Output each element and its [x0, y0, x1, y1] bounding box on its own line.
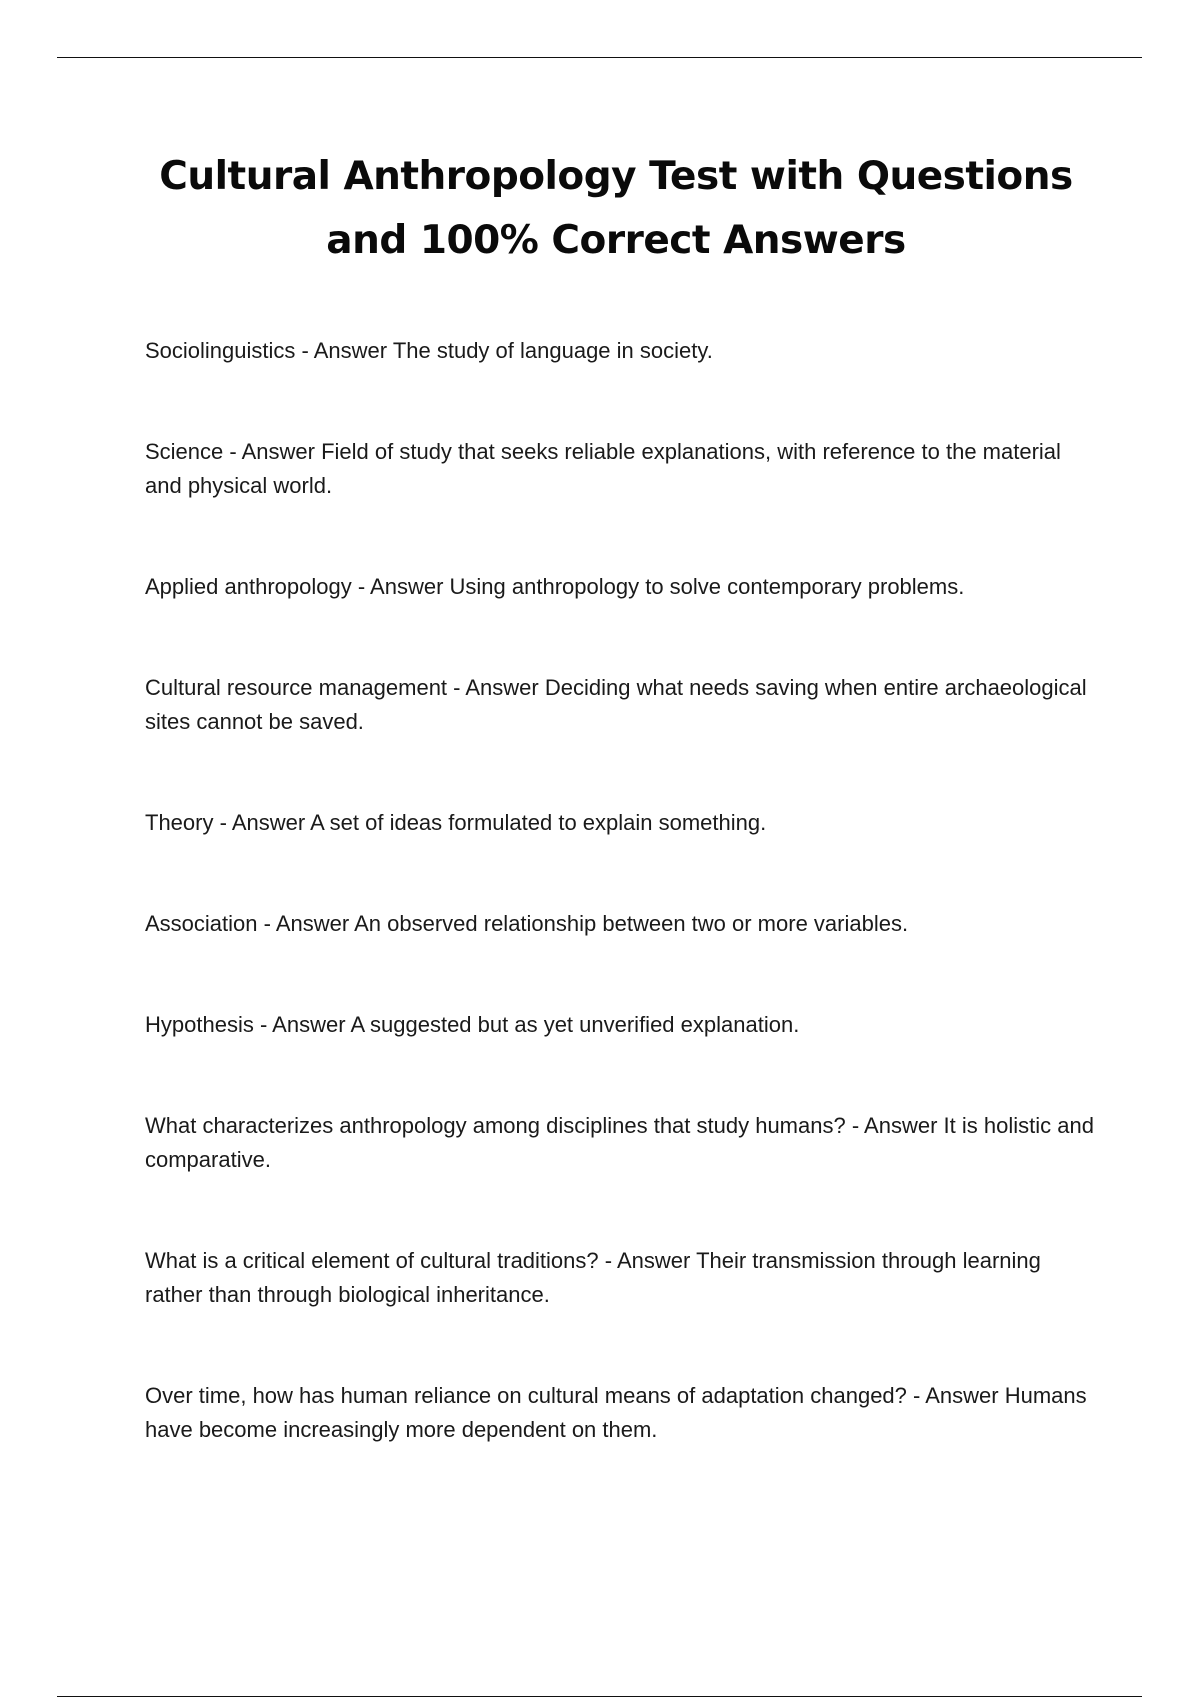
qa-item [145, 1244, 1100, 1312]
qa-question: Applied anthropology [145, 574, 352, 599]
qa-item [145, 671, 1100, 739]
qa-answer: It is holistic and comparative. [145, 1113, 1094, 1172]
qa-separator: - Answer [447, 675, 545, 700]
qa-question: What is a critical element of cultural traditions? [145, 1248, 599, 1273]
qa-list [145, 334, 1100, 1514]
qa-question: Association [145, 911, 258, 936]
qa-answer: Their transmission through learning rather than through biological inheritance. [145, 1248, 1041, 1307]
qa-separator: - Answer [906, 1383, 1005, 1408]
qa-question: Hypothesis [145, 1012, 254, 1037]
qa-item [145, 907, 1100, 941]
qa-answer: The study of language in society. [392, 338, 713, 363]
qa-answer: An observed relationship between two or more variables. [354, 911, 909, 936]
qa-separator: - Answer [223, 439, 322, 464]
qa-question: Science [145, 439, 224, 464]
document-title: Cultural Anthropology Test with Questions and 100% Correct Answers [159, 154, 1073, 263]
qa-answer: Using anthropology to solve contemporary problems. [449, 574, 965, 599]
qa-separator: - Answer [351, 574, 450, 599]
qa-answer: Field of study that seeks reliable explanations, with reference to the material and physical world. [145, 439, 1061, 498]
qa-answer: A set of ideas formulated to explain something. [310, 810, 767, 835]
qa-question: What characterizes anthropology among disciplines that study humans? [145, 1113, 846, 1138]
qa-question: Cultural resource management [145, 675, 448, 700]
qa-item [145, 806, 1100, 840]
qa-answer: A suggested but as yet unverified explanation. [350, 1012, 800, 1037]
qa-separator: - Answer [257, 911, 355, 936]
qa-question: Theory [145, 810, 214, 835]
qa-separator: - Answer [253, 1012, 351, 1037]
qa-item [145, 570, 1100, 604]
qa-answer: Deciding what needs saving when entire archaeological sites cannot be saved. [145, 675, 1087, 734]
qa-item [145, 1109, 1100, 1177]
bottom-divider [57, 1696, 1142, 1697]
qa-separator: - Answer [845, 1113, 944, 1138]
qa-item [145, 1379, 1100, 1447]
qa-item [145, 435, 1100, 503]
top-divider [57, 57, 1142, 58]
qa-answer: Humans have become increasingly more dependent on them. [145, 1383, 1087, 1442]
qa-item [145, 1008, 1100, 1042]
qa-separator: - Answer [213, 810, 311, 835]
qa-separator: - Answer [598, 1248, 697, 1273]
qa-separator: - Answer [295, 338, 393, 363]
qa-question: Over time, how has human reliance on cultural means of adaptation changed? [145, 1383, 907, 1408]
qa-question: Sociolinguistics [145, 338, 296, 363]
qa-item [145, 334, 1100, 368]
